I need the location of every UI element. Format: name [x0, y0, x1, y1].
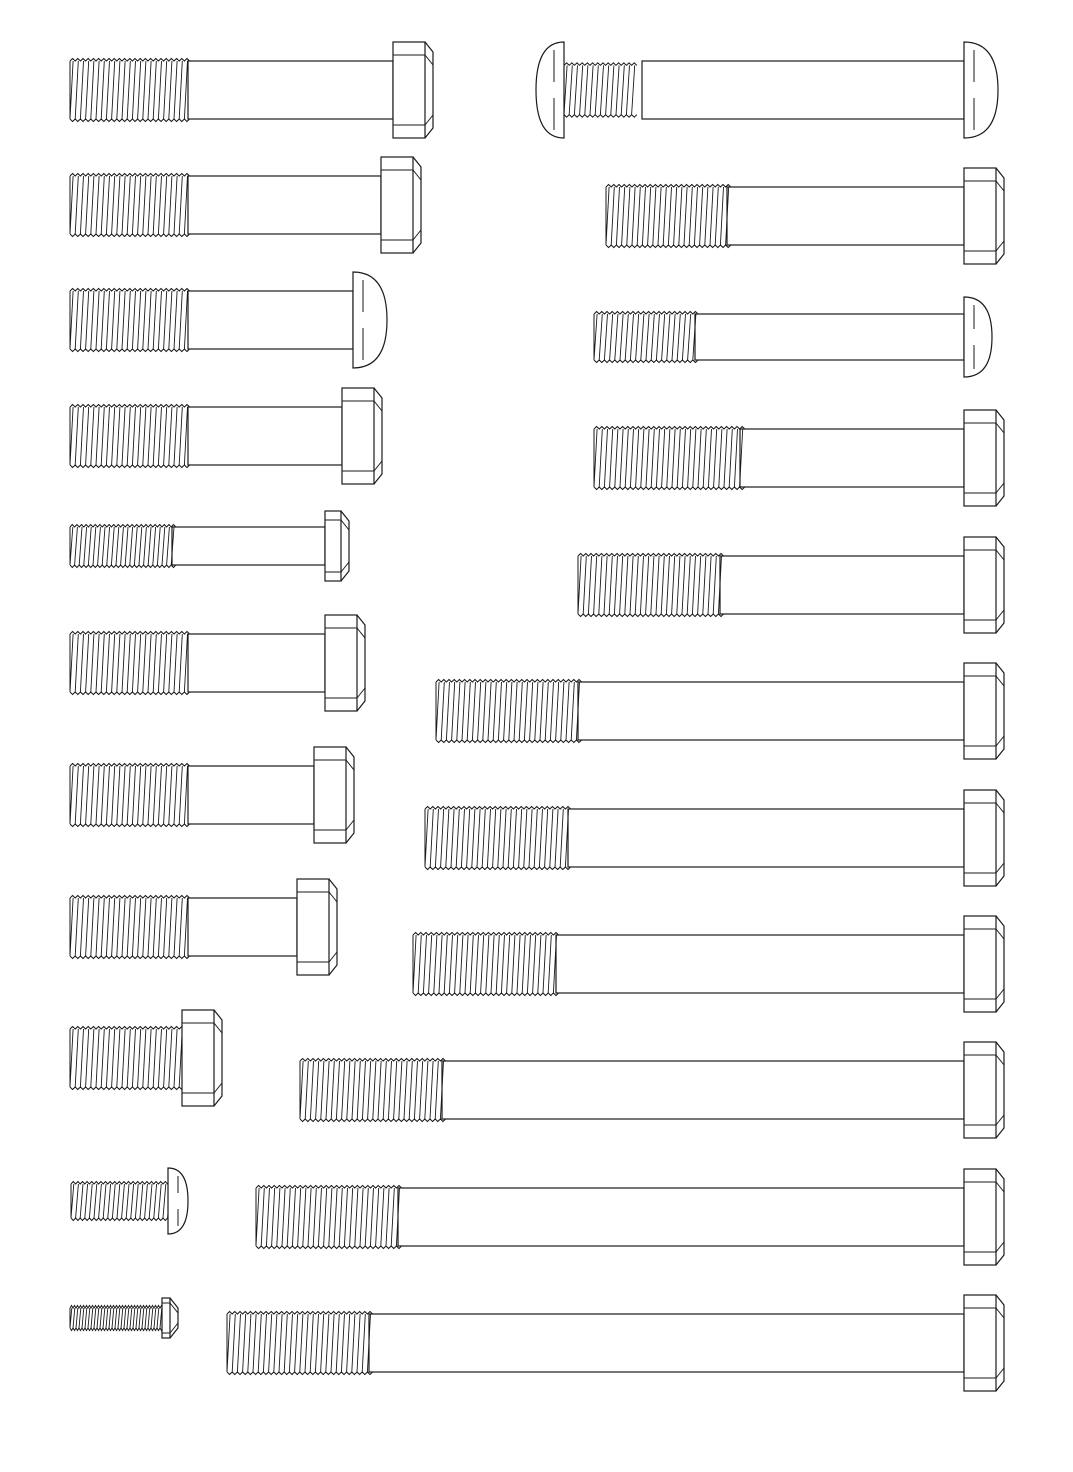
bolt-12-thread [564, 63, 637, 117]
bolt-21-hex-head [256, 1169, 1004, 1265]
bolt-6-hex-head [70, 615, 365, 711]
bolt-2-head [381, 157, 421, 253]
bolt-4-thread [70, 405, 190, 468]
bolt-13-thread [606, 185, 731, 248]
bolt-19-hex-head [413, 916, 1004, 1012]
bolt-4-head [342, 388, 382, 484]
bolt-3-round-head [70, 272, 387, 368]
bolt-21-head [964, 1169, 1004, 1265]
bolt-19-head [964, 916, 1004, 1012]
bolt-17-hex-head [436, 663, 1004, 759]
bolt-10-head [168, 1168, 188, 1234]
bolt-13-hex-head [606, 168, 1004, 264]
bolt-20-hex-head [300, 1042, 1004, 1138]
bolt-6-head [325, 615, 365, 711]
bolt-21-thread [256, 1186, 402, 1249]
bolt-22-thread [227, 1312, 373, 1375]
bolt-14-round-head [594, 297, 992, 377]
bolt-5-hex-head [70, 511, 349, 581]
bolt-8-head [297, 879, 337, 975]
bolt-15-head [964, 410, 1004, 506]
bolt-2-thread [70, 174, 190, 237]
bolt-20-thread [300, 1059, 446, 1122]
bolt-17-thread [436, 680, 582, 743]
bolt-17-head [964, 663, 1004, 759]
bolt-18-thread [425, 807, 571, 870]
bolt-9-thread [70, 1027, 184, 1090]
bolt-3-thread [70, 289, 190, 352]
bolt-16-hex-head [578, 537, 1004, 633]
bolt-5-head [325, 511, 349, 581]
bolt-3-head [353, 272, 387, 368]
bolt-7-hex-head [70, 747, 354, 843]
bolt-11-hex-head [70, 1298, 178, 1338]
bolt-1-head [393, 42, 433, 138]
bolt-1-thread [70, 59, 190, 122]
bolt-19-thread [413, 933, 559, 996]
bolt-16-head [964, 537, 1004, 633]
bolt-5-thread [70, 525, 176, 568]
bolt-8-hex-head [70, 879, 337, 975]
bolt-16-thread [578, 554, 724, 617]
bolt-14-thread [594, 312, 698, 363]
bolt-11-head [162, 1298, 178, 1338]
bolt-12-round-head [536, 42, 998, 138]
bolt-10-round-head [71, 1168, 188, 1234]
bolt-18-head [964, 790, 1004, 886]
bolt-9-hex-head [70, 1010, 222, 1106]
bolt-1-hex-head [70, 42, 433, 138]
bolt-7-thread [70, 764, 190, 827]
bolt-13-head [964, 168, 1004, 264]
bolt-20-head [964, 1042, 1004, 1138]
bolt-6-thread [70, 632, 190, 695]
bolt-2-hex-head [70, 157, 421, 253]
bolt-10-thread [71, 1182, 172, 1221]
bolt-7-head [314, 747, 354, 843]
bolt-4-hex-head [70, 388, 382, 484]
bolt-14-head [964, 297, 992, 377]
bolt-15-thread [594, 427, 745, 490]
bolt-22-head [964, 1295, 1004, 1391]
bolt-18-hex-head [425, 790, 1004, 886]
bolt-22-hex-head [227, 1295, 1004, 1391]
bolt-8-thread [70, 896, 190, 959]
bolt-9-head [182, 1010, 222, 1106]
bolt-15-hex-head [594, 410, 1004, 506]
bolt-11-thread [70, 1306, 163, 1331]
